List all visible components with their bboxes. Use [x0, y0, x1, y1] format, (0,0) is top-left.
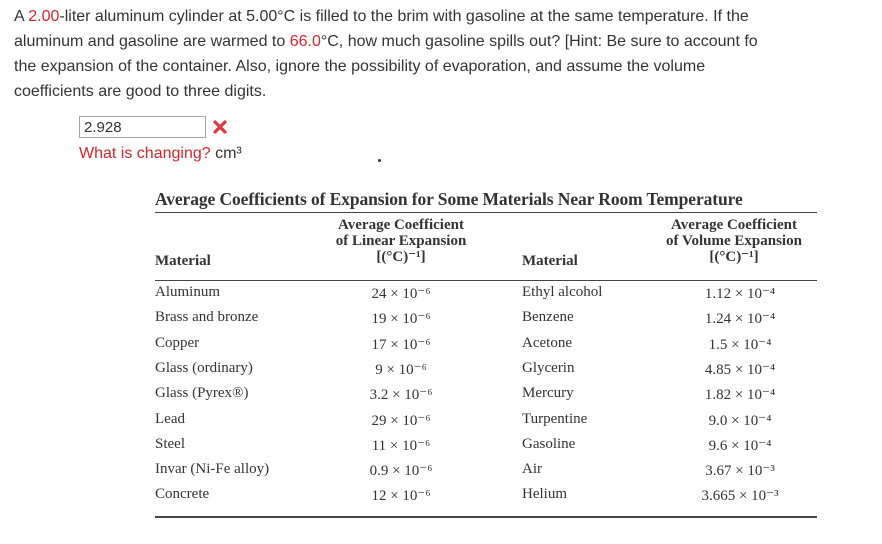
- x-icon: [212, 119, 228, 135]
- material-cell: Brass and bronze: [155, 309, 259, 325]
- linear-coefficient-header: Average Coefficient of Linear Expansion [(°C)⁻¹]: [335, 217, 467, 265]
- question-line-4: coefficients are good to three digits.: [14, 83, 267, 100]
- volume-coefficient-cell: 3.67 × 10⁻³: [705, 463, 775, 479]
- volume-value: 2.00: [28, 8, 60, 25]
- material2-cell: Benzene: [522, 309, 574, 325]
- material-header: Material: [155, 253, 211, 269]
- table-bottom-rule: [155, 516, 817, 518]
- linear-coefficient-cell: 9 × 10⁻⁶: [375, 362, 427, 378]
- material2-cell: Glycerin: [522, 360, 575, 376]
- volume-coefficient-cell: 4.85 × 10⁻⁴: [704, 362, 776, 378]
- material-cell: Aluminum: [155, 284, 221, 300]
- table-top-rule: [155, 212, 817, 213]
- volume-coefficient-cell: 1.24 × 10⁻⁴: [704, 311, 776, 327]
- material2-cell: Turpentine: [522, 411, 588, 427]
- material-cell: Concrete: [155, 486, 210, 502]
- question-line-2: aluminum and gasoline are warmed to 66.0°C, how much gasoline spills out? [Hint: Be sure to account fo: [14, 33, 758, 50]
- material2-cell: Ethyl alcohol: [522, 284, 603, 300]
- question-text: [14, 4, 882, 104]
- linear-coefficient-cell: 24 × 10⁻⁶: [371, 286, 431, 302]
- linear-coefficient-cell: 29 × 10⁻⁶: [371, 413, 431, 429]
- material-cell: Invar (Ni-Fe alloy): [155, 461, 270, 477]
- material-cell: Glass (Pyrex®): [155, 385, 249, 401]
- linear-coefficient-cell: 17 × 10⁻⁶: [371, 337, 431, 353]
- material2-cell: Acetone: [522, 335, 572, 351]
- temperature-value: 66.0: [289, 33, 321, 50]
- linear-coefficient-cell: 19 × 10⁻⁶: [371, 311, 431, 327]
- feedback-message: What is changing? cm³: [79, 145, 242, 162]
- material-cell: Steel: [155, 436, 185, 452]
- material2-header: Material: [522, 253, 578, 269]
- volume-coefficient-cell: 9.6 × 10⁻⁴: [708, 438, 772, 454]
- material2-cell: Air: [522, 461, 542, 477]
- decorative-dot: [378, 159, 381, 162]
- volume-coefficient-header: Average Coefficient of Volume Expansion [(°C)⁻¹]: [666, 217, 802, 265]
- material2-cell: Gasoline: [522, 436, 576, 452]
- table-header-rule: [155, 280, 817, 281]
- table-title: Average Coefficients of Expansion for Some Materials Near Room Temperature: [155, 189, 743, 209]
- material-cell: Lead: [155, 411, 185, 427]
- linear-coefficient-cell: 0.9 × 10⁻⁶: [369, 463, 433, 479]
- linear-coefficient-cell: 11 × 10⁻⁶: [371, 438, 431, 454]
- expansion-coefficients-table: [155, 187, 817, 504]
- answer-unit: cm³: [215, 145, 242, 162]
- answer-row: [79, 115, 228, 139]
- volume-coefficient-cell: 1.12 × 10⁻⁴: [704, 286, 776, 302]
- answer-input[interactable]: [79, 116, 206, 138]
- volume-coefficient-cell: 3.665 × 10⁻³: [701, 488, 779, 504]
- material2-cell: Helium: [522, 486, 567, 502]
- linear-coefficient-cell: 3.2 × 10⁻⁶: [369, 387, 433, 403]
- material-cell: Copper: [155, 335, 200, 351]
- material-cell: Glass (ordinary): [155, 360, 253, 376]
- volume-coefficient-cell: 9.0 × 10⁻⁴: [708, 413, 772, 429]
- material2-cell: Mercury: [522, 385, 574, 401]
- question-line-3: the expansion of the container. Also, ignore the possibility of evaporation, and assume the volume: [14, 58, 706, 75]
- volume-coefficient-cell: 1.5 × 10⁻⁴: [708, 337, 772, 353]
- question-line-1: A 2.00-liter aluminum cylinder at 5.00°C is filled to the brim with gasoline at the same temperature. If the: [14, 8, 749, 25]
- volume-coefficient-cell: 1.82 × 10⁻⁴: [704, 387, 776, 403]
- linear-coefficient-cell: 12 × 10⁻⁶: [371, 488, 431, 504]
